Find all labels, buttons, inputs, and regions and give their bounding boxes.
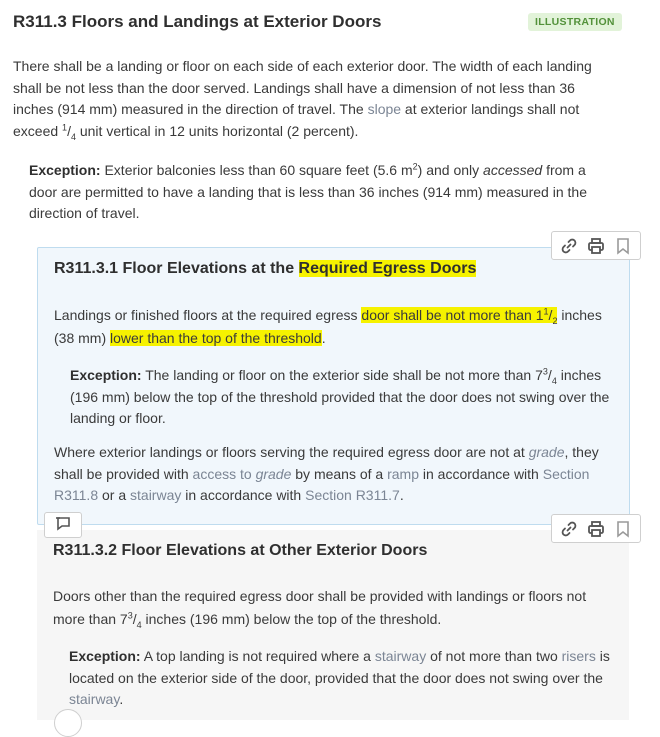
fraction-denominator: 2 bbox=[552, 315, 558, 326]
text: There shall be a landing or floor on each side of each exterior door. The width of each landing shall be not less than the door served. Landings shall have a dimension of not less than 36 inches (914 mm) measured in the direction of travel. The bbox=[13, 58, 592, 117]
text: door shall be not more than 1 bbox=[361, 307, 544, 323]
subsection-exception bbox=[69, 646, 618, 711]
fraction-numerator: 1 bbox=[62, 121, 68, 132]
text: Doors other than the required egress door shall be provided with landings or floors not more than 7 bbox=[53, 588, 587, 627]
comment-button[interactable] bbox=[44, 512, 82, 538]
text: inches (196 mm) below the top of the threshold. bbox=[141, 611, 442, 627]
text: access to bbox=[192, 465, 256, 482]
section-r311-7-link[interactable]: Section R311.7 bbox=[305, 487, 400, 503]
text: from a door are permitted to have a landing that is less than 36 inches (914 mm) measured in the direction of travel. bbox=[29, 162, 587, 221]
fraction-numerator: 3 bbox=[542, 366, 548, 377]
comment-icon bbox=[54, 515, 72, 536]
exception-label: Exception: bbox=[69, 648, 141, 664]
fraction-denominator: 4 bbox=[136, 619, 142, 630]
text: of not more than two bbox=[426, 648, 562, 664]
fraction-numerator: 3 bbox=[127, 610, 133, 621]
exception-label: Exception: bbox=[70, 367, 142, 383]
access-to-grade-link[interactable] bbox=[193, 466, 292, 482]
grade-link[interactable]: grade bbox=[528, 444, 565, 460]
subsection-1-toolbar bbox=[551, 231, 641, 260]
subsection-2-toolbar bbox=[551, 514, 641, 543]
text: Exterior balconies less than 60 square feet (5.6 m bbox=[100, 162, 413, 178]
text: A top landing is not required where a bbox=[140, 648, 375, 664]
comment-button[interactable] bbox=[54, 709, 82, 737]
link-icon[interactable] bbox=[558, 519, 580, 539]
subsection-paragraph: Doors other than the required egress door shall be provided with landings or floors not more than $7^3/_4$ inches (196 mm) below the top of the threshold. bbox=[53, 588, 587, 630]
text: The landing or floor on the exterior side shall be not more than 7 bbox=[141, 367, 543, 383]
text: inches (196 mm) below the top of the threshold provided that the door does not swing over the landing or floor. bbox=[70, 367, 610, 426]
superscript: 2 bbox=[412, 161, 418, 172]
highlighted-text: Required Egress Doors bbox=[298, 260, 477, 277]
text: is located on the exterior side of the door, provided that the door does not swing over the bbox=[69, 648, 610, 686]
text: by means of a bbox=[291, 465, 388, 482]
text: ) and only bbox=[417, 162, 484, 178]
bookmark-icon[interactable] bbox=[612, 236, 634, 256]
text: R311.3.1 Floor Elevations at the bbox=[54, 260, 299, 277]
stairway-link[interactable]: stairway bbox=[130, 487, 182, 503]
highlighted-text: lower than the top of the threshold bbox=[110, 330, 322, 346]
section-exception bbox=[29, 160, 613, 225]
slope-link[interactable]: slope bbox=[367, 101, 402, 117]
print-icon[interactable] bbox=[585, 519, 607, 539]
text: . bbox=[399, 487, 404, 503]
text: , they shall be provided with bbox=[54, 444, 599, 482]
illustration-badge[interactable]: ILLUSTRATION bbox=[528, 13, 622, 31]
text: in accordance with bbox=[419, 465, 543, 482]
section-title: R311.3 Floors and Landings at Exterior Doors bbox=[13, 12, 382, 31]
text: or a bbox=[98, 487, 131, 503]
text: at exterior landings shall not exceed bbox=[13, 101, 580, 139]
section-paragraph: There shall be a landing or floor on each side of each exterior door. The width of each landing shall be not less than the door served. Landings shall have a dimension of not less than 36 inches (914 mm) measured in the direction of travel. The slope at exterior landings shall not exceed $^1/_4$ unit vertical in 12 units horizontal (2 percent). bbox=[13, 58, 592, 142]
text: . bbox=[119, 691, 124, 707]
text: Where exterior landings or floors serving the required egress door are not at bbox=[54, 444, 529, 460]
stairway-link[interactable]: stairway bbox=[69, 691, 120, 707]
section-r311-8-link[interactable]: Section R311.8 bbox=[54, 465, 590, 503]
emphasis-text: accessed bbox=[483, 162, 543, 178]
stairway-link[interactable]: stairway bbox=[374, 648, 427, 664]
subsection-title: R311.3.2 Floor Elevations at Other Exterior Doors bbox=[53, 542, 428, 559]
text: grade bbox=[255, 465, 292, 482]
bookmark-icon[interactable] bbox=[612, 519, 634, 539]
subsection-exception: Exception: The landing or floor on the exterior side shall be not more than $7^3/_4$ inches (196 mm) below the top of the threshold provided that the door does not swing over the landing or floor. bbox=[70, 366, 610, 426]
text: in accordance with bbox=[181, 487, 306, 503]
link-icon[interactable] bbox=[558, 236, 580, 256]
subsection-paragraph-2 bbox=[54, 442, 619, 507]
print-icon[interactable] bbox=[585, 236, 607, 256]
risers-link[interactable]: risers bbox=[561, 648, 596, 664]
text: Landings or finished floors at the required egress bbox=[54, 307, 362, 323]
fraction-denominator: 4 bbox=[551, 375, 557, 386]
highlighted-text: door shall be not more than $1^1/_2$ bbox=[361, 306, 558, 326]
subsection-title bbox=[54, 260, 476, 278]
text: inches (38 mm) bbox=[54, 307, 602, 346]
subsection-r311-3-2 bbox=[37, 530, 629, 720]
fraction-numerator: 1 bbox=[543, 306, 549, 317]
exception-label: Exception: bbox=[29, 162, 101, 178]
subsection-r311-3-1 bbox=[37, 247, 630, 525]
subsection-paragraph bbox=[54, 304, 619, 350]
fraction-denominator: 4 bbox=[70, 131, 76, 142]
text: unit vertical in 12 units horizontal (2 percent). bbox=[75, 122, 359, 139]
ramp-link[interactable]: ramp bbox=[387, 465, 419, 482]
text: . bbox=[321, 330, 326, 346]
